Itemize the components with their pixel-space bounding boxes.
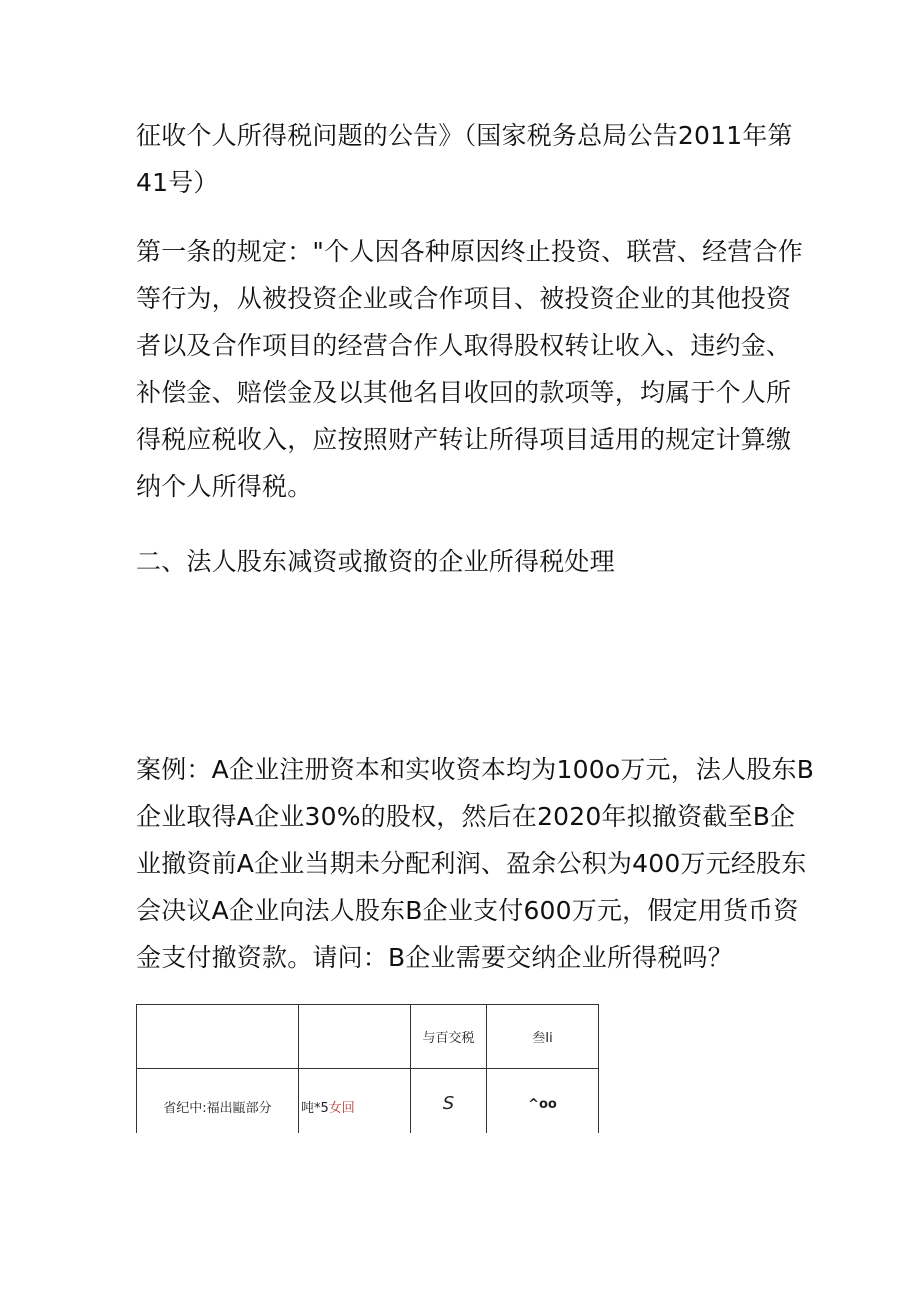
table-cell: S <box>411 1069 487 1133</box>
text-line: 等行为，从被投资企业或合作项目、被投资企业的其他投资 <box>136 284 792 313</box>
case-paragraph <box>136 746 815 981</box>
table-header-cell <box>137 1005 299 1069</box>
text-line: 会决议A企业向法人股东B企业支付600万元，假定用货币资 <box>136 896 799 925</box>
text-line: 纳个人所得税。 <box>136 472 313 501</box>
text-line: 第一条的规定："个人因各种原因终止投资、联营、经营合作 <box>136 237 803 266</box>
data-table <box>136 1004 599 1133</box>
text-line: 41号） <box>136 168 219 197</box>
text-line: 补偿金、赔偿金及以其他名目收回的款项等，均属于个人所 <box>136 378 792 407</box>
section-heading <box>136 538 796 585</box>
text-line: 者以及合作项目的经营合作人取得股权转让收入、违约金、 <box>136 331 792 360</box>
text-line: 征收个人所得税问题的公告》（国家税务总局公告2011年第 <box>136 121 793 150</box>
paragraph-2 <box>136 228 803 510</box>
table-cell: ^oo <box>487 1069 599 1133</box>
table-cell: 省纪中:福出甌部分 <box>137 1069 299 1133</box>
text-line: 业撤资前A企业当期未分配利润、盈余公积为400万元经股东 <box>136 849 807 878</box>
table-cell <box>299 1069 411 1133</box>
heading-text: 二、法人股东减资或撤资的企业所得税处理 <box>136 547 615 576</box>
table-header-cell <box>299 1005 411 1069</box>
text-line: 金支付撤资款。请问：B企业需要交纳企业所得税吗？ <box>136 943 733 972</box>
cell-text-red: 女回 <box>328 1101 355 1116</box>
text-line: 企业取得A企业30%的股权，然后在2020年拟撤资截至B企 <box>136 802 796 831</box>
paragraph-1 <box>136 112 796 206</box>
table-header-cell: 叁Ii <box>487 1005 599 1069</box>
text-line: 案例：A企业注册资本和实收资本均为100o万元，法人股东B <box>136 755 815 784</box>
cell-text: 吨*5 <box>301 1101 329 1116</box>
table-header-cell: 与百交税 <box>411 1005 487 1069</box>
text-line: 得税应税收入，应按照财产转让所得项目适用的规定计算缴 <box>136 425 792 454</box>
